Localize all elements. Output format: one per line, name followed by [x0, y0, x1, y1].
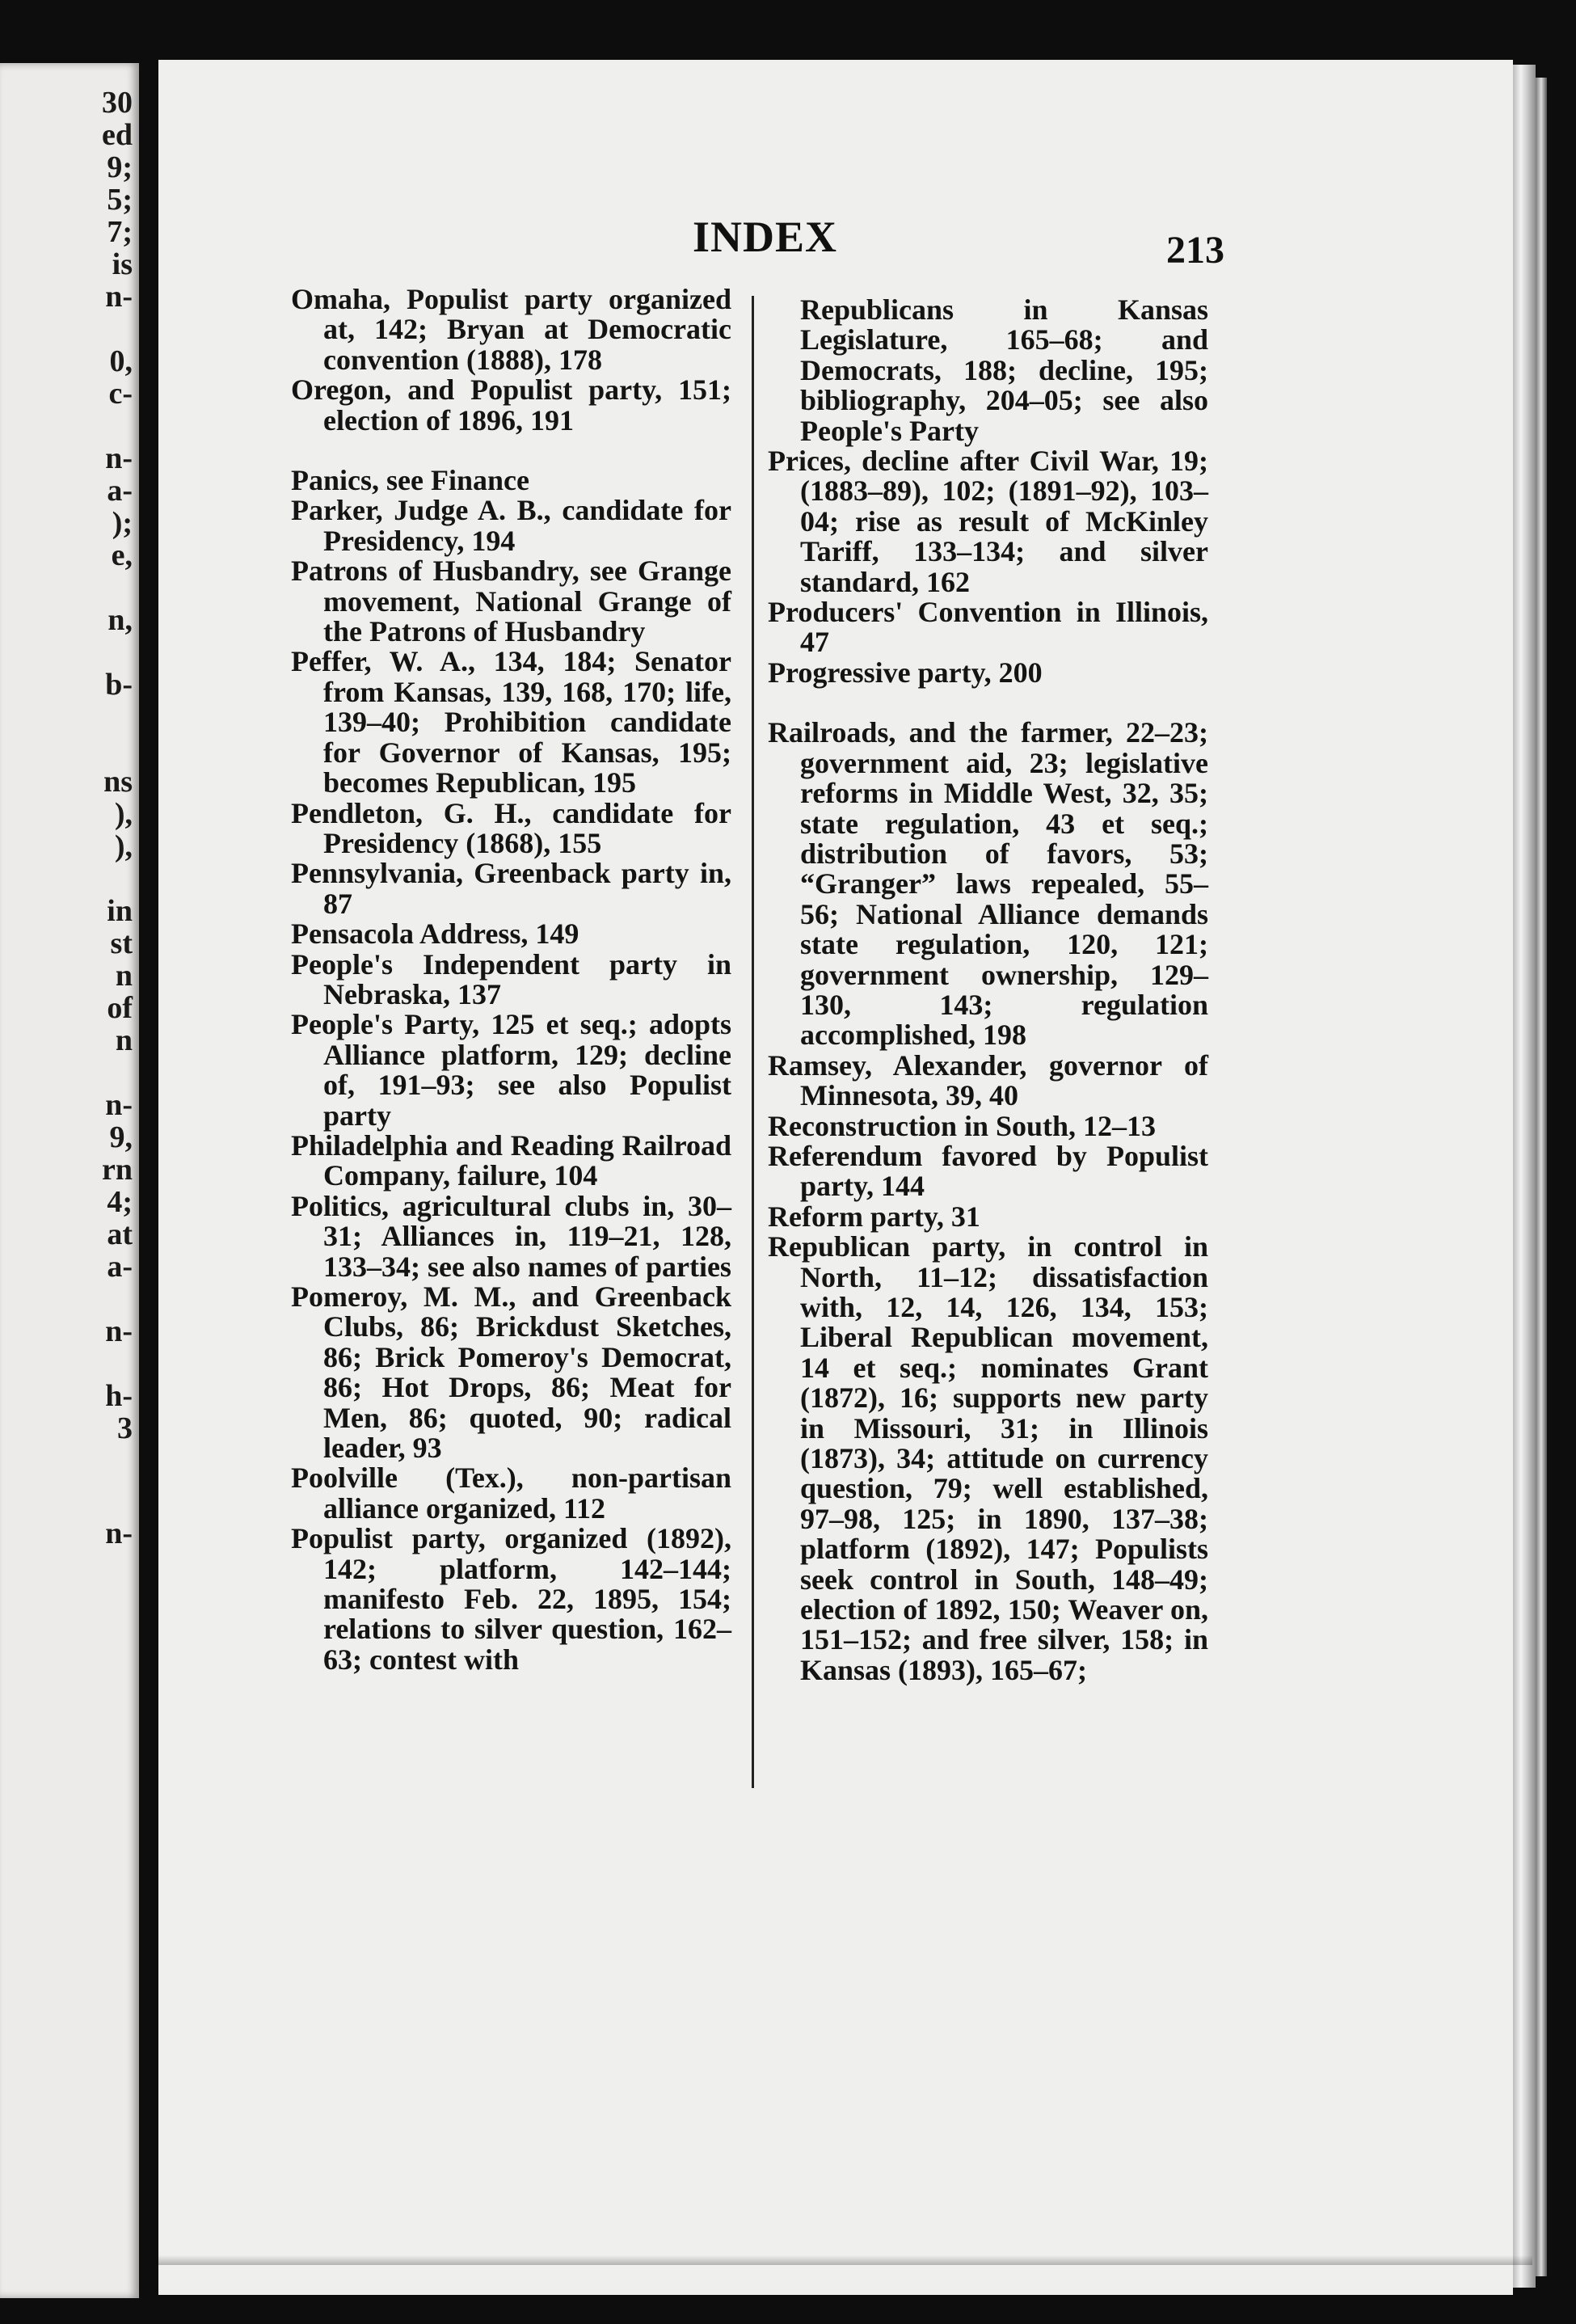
facing-page-fragment: ); — [112, 506, 133, 540]
facing-page-fragment: ), — [114, 797, 133, 831]
index-entry: Omaha, Populist party organized at, 142; Bryan at Democratic convention (1888), 178 — [291, 283, 731, 376]
index-entry: Pendleton, G. H., candidate for Presidency (1868), 155 — [291, 796, 731, 859]
facing-page-fragment: n — [115, 1023, 133, 1057]
index-entry: People's Independent party in Nebraska, 137 — [291, 947, 731, 1010]
facing-page-fragment: n- — [105, 280, 133, 314]
index-entry: Populist party, organized (1892), 142; platform, 142–144; manifesto Feb. 22, 1895, 154; relations to silver question, 162–63; contest with — [291, 1522, 731, 1676]
index-entry: Republicans in Kansas Legislature, 165–68; and Democrats, 188; decline, 195; bibliography, 204–05; see also People's Party — [800, 293, 1208, 447]
index-entry: Reform party, 31 — [768, 1200, 980, 1233]
index-entry: Pennsylvania, Greenback party in, 87 — [291, 857, 731, 920]
index-entry: Ramsey, Alexander, governor of Minnesota, 39, 40 — [768, 1048, 1208, 1112]
facing-page-fragment: n- — [105, 1088, 133, 1122]
facing-page-fragment: 0, — [109, 344, 133, 378]
index-entry: Peffer, W. A., 134, 184; Senator from Kansas, 139, 168, 170; life, 139–40; Prohibition candidate for Governor of Kansas, 195; becomes Republican, 195 — [291, 645, 731, 799]
index-entry: Referendum favored by Populist party, 144 — [768, 1139, 1208, 1203]
index-entry: Producers' Convention in Illinois, 47 — [768, 596, 1208, 659]
facing-page-fragment: 9, — [109, 1120, 133, 1154]
facing-page-fragment: at — [107, 1217, 133, 1251]
facing-page-fragment: of — [107, 991, 133, 1025]
facing-page-fragment: ), — [114, 829, 133, 863]
facing-page-fragment: b- — [105, 668, 133, 702]
index-entry: Prices, decline after Civil War, 19; (1883–89), 102; (1891–92), 103–04; rise as result of McKinley Tariff, 133–134; and silver standard, 162 — [768, 445, 1208, 598]
facing-page-fragment: 5; — [107, 183, 133, 217]
facing-page-fragment: st — [110, 926, 133, 960]
index-entry: Railroads, and the farmer, 22–23; government aid, 23; legislative reforms in Middle West, 32, 35; state regulation, 43 et seq.; distribution of favors, 53; “Granger” laws repealed, 55–56; National Alliance demands state regulation, 120, 121; government ownership, 129–130, 143; regulation accomplished, 198 — [768, 716, 1208, 1052]
facing-page-fragment: h- — [105, 1379, 133, 1413]
index-entry: Politics, agricultural clubs in, 30–31; Alliances in, 119–21, 128, 133–34; see also names of parties — [291, 1189, 731, 1283]
facing-page-fragment: e, — [111, 538, 133, 572]
index-entry: Panics, see Finance — [291, 464, 529, 497]
index-entry: Oregon, and Populist party, 151; election of 1896, 191 — [291, 373, 731, 437]
facing-page-fragment: c- — [108, 377, 133, 411]
index-entry: Poolville (Tex.), non-partisan alliance organized, 112 — [291, 1461, 731, 1525]
facing-page-fragment: 7; — [107, 215, 133, 249]
facing-page-fragment: a- — [107, 474, 133, 508]
index-entry: Reconstruction in South, 12–13 — [768, 1109, 1157, 1142]
facing-page-fragment: in — [107, 894, 133, 928]
page-stack-edge — [1513, 65, 1536, 2288]
facing-page-fragment: n- — [105, 1314, 133, 1348]
page-title: INDEX — [693, 213, 838, 261]
index-entry: Progressive party, 200 — [768, 656, 1043, 689]
index-entry: Pensacola Address, 149 — [291, 917, 579, 951]
index-entry: Pomeroy, M. M., and Greenback Clubs, 86; Brickdust Sketches, 86; Brick Pomeroy's Democrat, 86; Hot Drops, 86; Meat for Men, 86; quoted, 90; radical leader, 93 — [291, 1280, 731, 1465]
facing-page-fragment: n, — [107, 603, 133, 637]
page-stack-edge-outer — [1536, 78, 1547, 2276]
facing-page-fragment: is — [112, 247, 133, 281]
index-entry: People's Party, 125 et seq.; adopts Alliance platform, 129; decline of, 191–93; see also Populist party — [291, 1008, 731, 1132]
index-entry: Philadelphia and Reading Railroad Company, failure, 104 — [291, 1128, 731, 1192]
facing-page-fragment: ns — [103, 765, 133, 799]
page-bottom-shadow — [158, 2255, 1532, 2265]
index-entry: Republican party, in control in North, 11–12; dissatisfaction with, 12, 14, 126, 134, 153; Liberal Republican movement, 14 et seq.; nominates Grant (1872), 16; supports new party in Missouri, 31; in Illinois (1873), 34; attitude on currency question, 79; well established, 97–98, 125; in 1890, 137–38; platform (1892), 147; Populists seek control in South, 148–49; election of 1892, 150; Weaver on, 151–152; and free silver, 158; in Kansas (1893), 165–67; — [768, 1230, 1208, 1686]
index-entry: Parker, Judge A. B., candidate for Presidency, 194 — [291, 494, 731, 557]
page-number: 213 — [1166, 229, 1224, 272]
facing-page-fragment: n- — [105, 441, 133, 475]
facing-page-fragment: rn — [102, 1153, 133, 1187]
facing-page-fragment: n- — [105, 1516, 133, 1550]
facing-page-fragment: ed — [102, 118, 133, 152]
facing-page-fragment: a- — [107, 1250, 133, 1284]
index-entry: Patrons of Husbandry, see Grange movement, National Grange of the Patrons of Husbandry — [291, 555, 731, 648]
facing-page-fragment: 3 — [117, 1411, 133, 1445]
facing-page-fragment: n — [115, 959, 133, 993]
facing-page-fragment: 4; — [107, 1185, 133, 1219]
index-column-left — [291, 285, 731, 1675]
column-divider — [752, 296, 754, 1788]
facing-page-fragment: 30 — [102, 86, 133, 120]
facing-page-fragment: 9; — [107, 150, 133, 184]
facing-page-edge — [0, 63, 139, 2298]
index-column-right — [768, 295, 1208, 1685]
